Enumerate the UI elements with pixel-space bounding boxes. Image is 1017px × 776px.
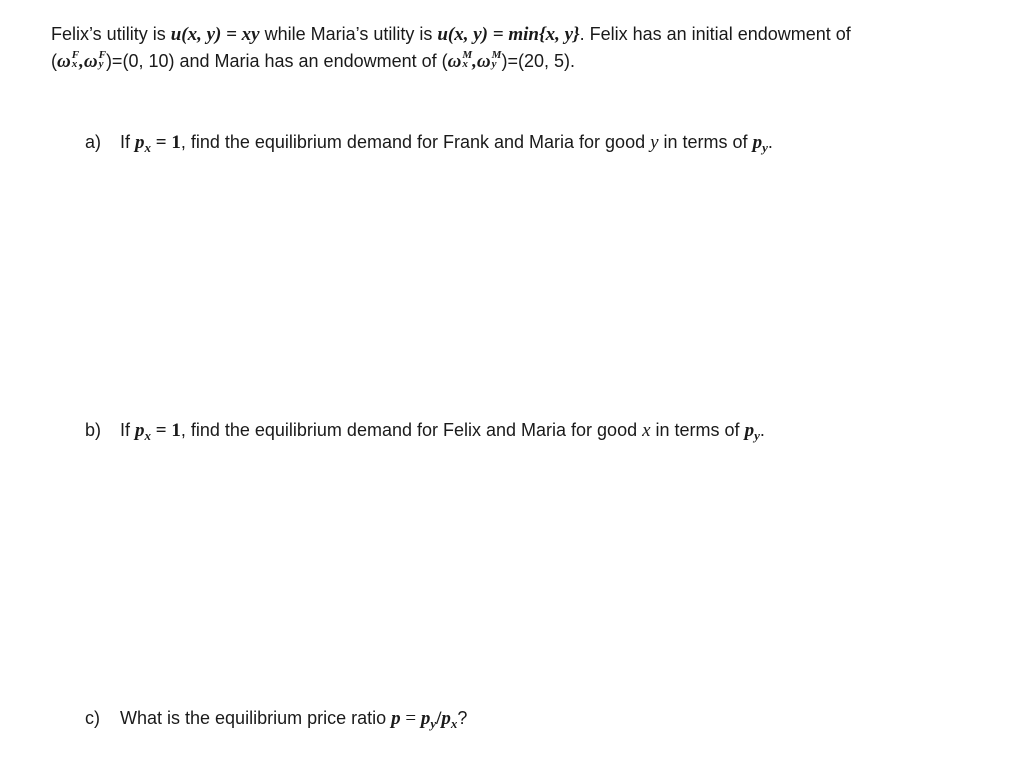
price-subscript: y <box>762 140 768 155</box>
intro-text: Felix’s utility is <box>51 24 171 44</box>
omega-symbol: ω <box>447 51 462 72</box>
subscript: y <box>491 58 497 71</box>
price-subscript: x <box>144 140 152 155</box>
question-end: . <box>759 420 765 440</box>
intro-line-1 <box>51 21 956 48</box>
division-slash: / <box>436 708 442 729</box>
question-text: , find the equilibrium demand for Frank and Maria for good <box>180 132 651 152</box>
subscript: y <box>98 58 104 71</box>
intro-text: and Maria has an endowment of <box>174 51 442 71</box>
price-ratio-variable: p <box>391 708 401 729</box>
felix-utility-formula: u(x, y) = xy <box>170 24 260 45</box>
subscript: x <box>71 58 78 71</box>
intro-text: while Maria’s utility is <box>259 24 438 44</box>
price-subscript: x <box>144 428 152 443</box>
superscript: M <box>462 49 473 62</box>
comma: , <box>79 51 84 72</box>
question-text: If <box>120 132 136 152</box>
question-end: ? <box>457 708 468 728</box>
price-value: = 1 <box>151 420 181 441</box>
price-variable: p <box>135 132 145 153</box>
intro-text: . Felix has an initial endowment of <box>579 24 851 44</box>
felix-endowment: )=(0, 10) <box>105 51 175 71</box>
paren-open: ( <box>51 51 57 71</box>
script-pair <box>99 51 106 69</box>
omega-symbol: ω <box>83 51 98 72</box>
intro-line-2 <box>51 48 956 75</box>
price-variable: p <box>420 708 431 729</box>
question-text: in terms of <box>650 420 745 440</box>
price-subscript: y <box>754 428 760 443</box>
question-text: , find the equilibrium demand for Felix and Maria for good <box>180 420 643 440</box>
subscript: x <box>462 58 468 71</box>
question-c <box>85 706 467 736</box>
question-b <box>85 418 765 448</box>
question-label: a) <box>85 132 102 152</box>
good-variable: y <box>650 132 659 153</box>
good-variable: x <box>642 420 651 441</box>
price-variable: p <box>135 420 145 441</box>
question-label: c) <box>85 708 100 728</box>
question-text: If <box>120 420 136 440</box>
script-pair <box>72 51 79 69</box>
question-text: in terms of <box>658 132 753 152</box>
superscript: M <box>491 49 502 62</box>
price-variable: p <box>752 132 763 153</box>
omega-symbol: ω <box>57 51 71 72</box>
comma: , <box>472 51 477 72</box>
question-text: What is the equilibrium price ratio <box>120 708 392 728</box>
script-pair <box>462 51 472 69</box>
superscript: F <box>98 49 106 62</box>
question-label: b) <box>85 420 102 440</box>
script-pair <box>492 51 502 69</box>
price-value: = 1 <box>151 132 181 153</box>
maria-endowment: )=(20, 5). <box>501 51 575 71</box>
price-subscript: y <box>430 716 437 731</box>
question-a <box>85 130 773 160</box>
question-end: . <box>767 132 773 152</box>
superscript: F <box>71 49 80 62</box>
price-subscript: x <box>450 716 458 731</box>
maria-utility-formula: u(x, y) = min{x, y} <box>437 24 580 45</box>
problem-statement <box>51 21 956 75</box>
omega-symbol: ω <box>476 51 491 72</box>
price-variable: p <box>744 420 755 441</box>
price-variable: p <box>441 708 451 729</box>
paren-open: ( <box>441 51 448 71</box>
equals-sign: = <box>400 708 421 729</box>
